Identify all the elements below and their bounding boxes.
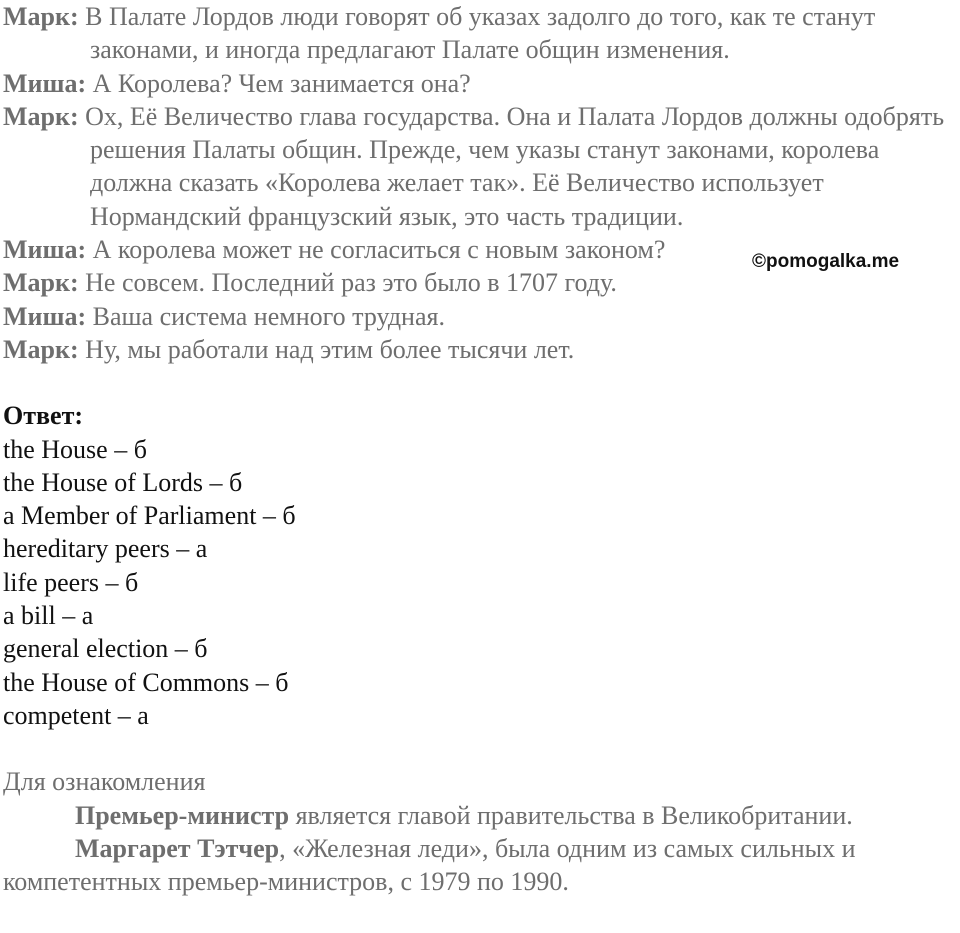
dialogue-line <box>3 333 953 366</box>
dialogue-line <box>3 100 953 233</box>
watermark: ©pomogalka.me <box>752 251 900 272</box>
speaker-name: Миша: <box>3 235 87 265</box>
dialogue-text: Ваша система немного трудная. <box>92 301 445 331</box>
info-paragraph <box>3 799 953 832</box>
answer-item: the House of Commons – б <box>3 667 289 697</box>
info-paragraph <box>3 832 953 899</box>
dialogue-text: Ну, мы работали над этим более тысячи лет. <box>85 334 575 364</box>
document-page <box>3 0 953 898</box>
answer-heading: Ответ: <box>3 401 84 431</box>
dialogue-text: Не совсем. Последний раз это было в 1707 году. <box>85 268 617 298</box>
dialogue-section <box>3 0 953 366</box>
info-text: , «Железная леди», была одним из самых сильных и компетентных премьер-министров, с 1979 по 1990. <box>3 833 856 897</box>
speaker-name: Марк: <box>3 268 79 298</box>
answer-item: the House of Lords – б <box>3 467 243 497</box>
speaker-name: Миша: <box>3 68 87 98</box>
dialogue-text: В Палате Лордов люди говорят об указах задолго до того, как те станут законами, и иногда предлагают Палате общин изменения. <box>85 2 876 65</box>
answer-item: general election – б <box>3 634 208 664</box>
dialogue-line <box>3 300 953 333</box>
dialogue-line <box>3 0 953 67</box>
speaker-name: Марк: <box>3 2 79 31</box>
speaker-name: Миша: <box>3 301 87 331</box>
speaker-name: Марк: <box>3 101 79 131</box>
answer-item: a Member of Parliament – б <box>3 501 296 531</box>
info-title: Для ознакомления <box>3 767 206 797</box>
dialogue-text: А Королева? Чем занимается она? <box>92 68 471 98</box>
info-section <box>3 765 953 898</box>
dialogue-text: А королева может не согласиться с новым законом? <box>92 235 666 265</box>
dialogue-line <box>3 67 953 100</box>
spacer <box>3 366 953 399</box>
info-term: Премьер-министр <box>75 800 290 830</box>
answer-list <box>3 433 953 733</box>
answer-item: competent – а <box>3 700 149 730</box>
dialogue-text: Ох, Её Величество глава государства. Она и Палата Лордов должны одобрять решения Палаты общин. Прежде, чем указы станут законами, королева должна сказать «Королева желает так». Её Величество использует Нормандский французский язык, это часть традиции. <box>85 101 945 231</box>
speaker-name: Марк: <box>3 334 79 364</box>
answer-item: life peers – б <box>3 567 139 597</box>
info-text: является главой правительства в Великобритании. <box>289 800 853 830</box>
answer-item: hereditary peers – а <box>3 534 208 564</box>
info-term: Маргарет Тэтчер <box>75 833 280 863</box>
answer-item: the House – б <box>3 434 147 464</box>
answer-item: a bill – а <box>3 601 94 631</box>
